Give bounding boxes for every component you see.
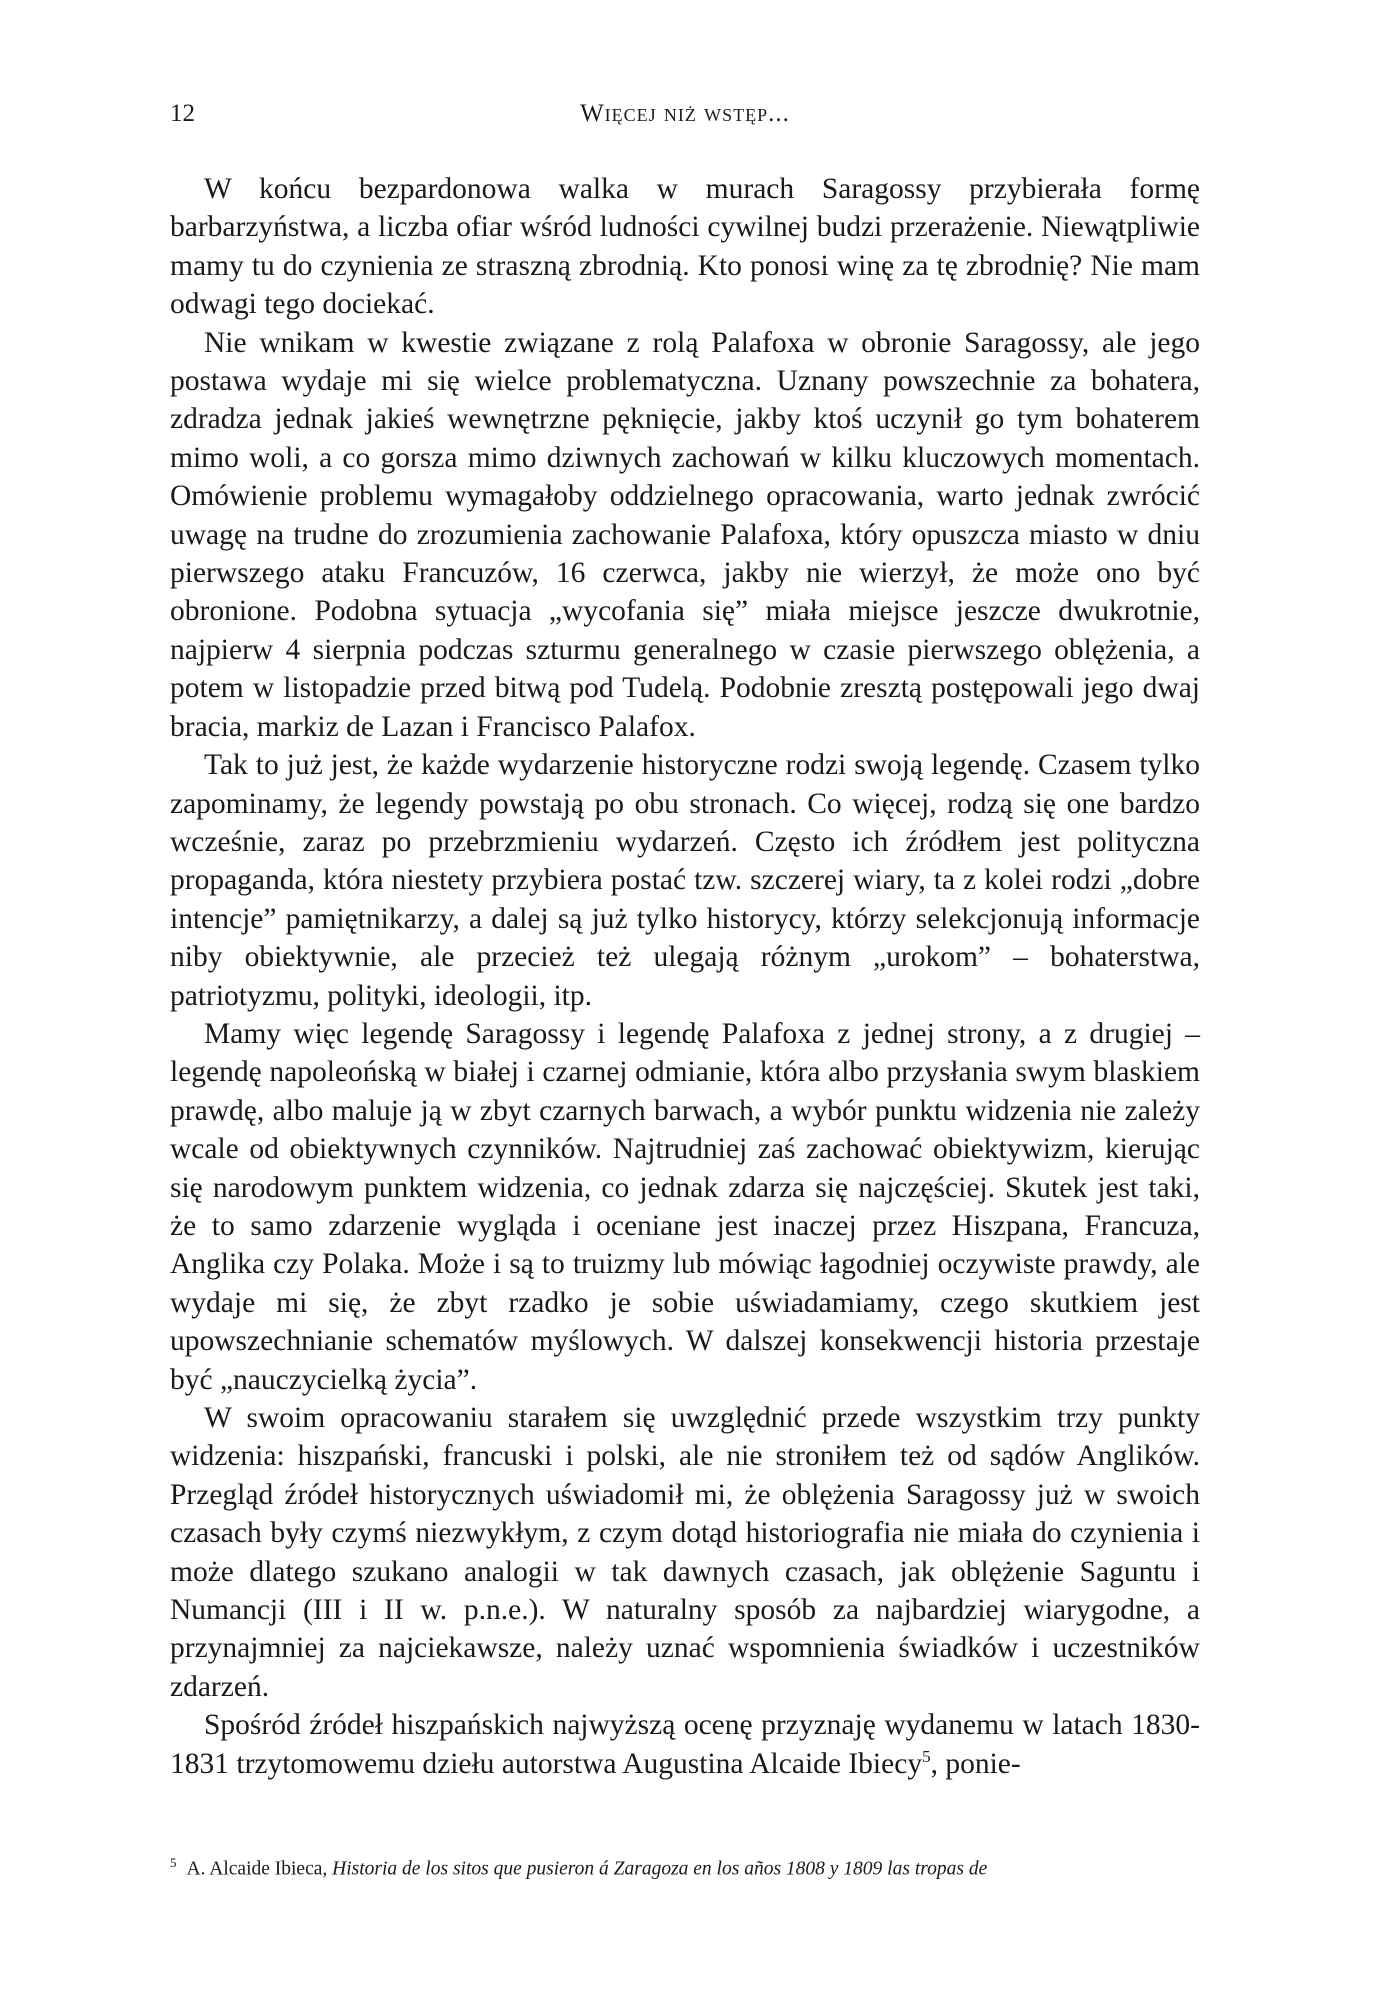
footnote-reference: 5 (922, 1746, 931, 1766)
running-title: Więcej niż wstęp... (580, 100, 790, 127)
paragraph-text-continued: , ponie- (930, 1747, 1021, 1780)
paragraph: Tak to już jest, że każde wydarzenie historyczne rodzi swoją legendę. Czasem tylko zapominamy, że legendy powstają po obu stronach. Co więcej, rodzą się one bardzo wcześnie, zaraz po przebrzmieniu wydarzeń. Często ich źródłem jest polityczna propaganda, która niestety przybiera postać tzw. szczerej wiary, ta z kolei rodzi „dobre intencje” pamiętnikarzy, a dalej są już tylko historycy, którzy selekcjonują informacje niby obiektywnie, ale przecież też ulegają różnym „urokom” – bohaterstwa, patriotyzmu, polityki, ideologii, itp. (170, 749, 1200, 1012)
footnote-title: Historia de los sitos que pusieron á Zaragoza en los años 1808 y 1809 las tropas de (332, 1858, 988, 1880)
paragraph: Nie wnikam w kwestie związane z rolą Palafoxa w obronie Saragossy, ale jego postawa wydaje mi się wielce problematyczna. Uznany powszechnie za bohatera, zdradza jednak jakieś wewnętrzne pęknięcie, jakby ktoś uczynił go tym bohaterem mimo woli, a co gorsza mimo dziwnych zachowań w kilku kluczowych momentach. Omówienie problemu wymagałoby oddzielnego opracowania, warto jednak zwrócić uwagę na trudne do zrozumienia zachowanie Palafoxa, który opuszcza miasto w dniu pierwszego ataku Francuzów, 16 czerwca, jakby nie wierzył, że może ono być obronione. Podobna sytuacja „wycofania się” miała miejsce jeszcze dwukrotnie, najpierw 4 sierpnia podczas szturmu generalnego w czasie pierwszego oblężenia, a potem w listopadzie przed bitwą pod Tudelą. Podobnie zresztą postępowali jego dwaj bracia, markiz de Lazan i Francisco Palafox. (170, 326, 1200, 743)
paragraph: Mamy więc legendę Saragossy i legendę Palafoxa z jednej strony, a z drugiej – legendę napoleońską w białej i czarnej odmianie, która albo przysłania swym blaskiem prawdę, albo maluje ją w zbyt czarnych barwach, a wybór punktu widzenia nie zależy wcale od obiektywnych czynników. Najtrudniej zaś zachować obiektywizm, kierując się narodowym punktem widzenia, co jednak zdarza się najczęściej. Skutek jest taki, że to samo zdarzenie wygląda i oceniane jest inaczej przez Hiszpana, Francuza, Anglika czy Polaka. Może i są to truizmy lub mówiąc łagodniej oczywiste prawdy, ale wydaje mi się, że zbyt rzadko je sobie uświadamiamy, czego skutkiem jest upowszechnianie schematów myślowych. W dalszej konsekwencji historia przestaje być „nauczycielką życia”. (170, 1017, 1200, 1396)
paragraph (170, 1706, 1200, 1783)
paragraph: W swoim opracowaniu starałem się uwzględnić przede wszystkim trzy punkty widzenia: hiszpański, francuski i polski, ale nie stroniłem też od sądów Anglików. Przegląd źródeł historycznych uświadomił mi, że oblężenia Saragossy już w swoich czasach były czymś niezwykłym, z czym dotąd historiografia nie miała do czynienia i może dlatego szukano analogii w tak dawnych czasach, jak oblężenie Saguntu i Numancji (III i II w. p.n.e.). W naturalny sposób za najbardziej wiarygodne, a przynajmniej za najciekawsze, należy uznać wspomnienia świadków i uczestników zdarzeń. (170, 1402, 1200, 1703)
footnote (170, 1850, 1200, 1883)
paragraph-text: Spośród źródeł hiszpańskich najwyższą ocenę przyznaję wydanemu w latach 1830-1831 trzytomowemu dziełu autorstwa Augustina Alcaide Ibiecy (170, 1709, 1200, 1780)
page-number: 12 (170, 100, 195, 127)
footnote-mark: 5 (170, 1855, 177, 1870)
running-head (170, 100, 1200, 140)
body-text (170, 170, 1200, 1783)
footnote-author: A. Alcaide Ibieca, (186, 1858, 328, 1880)
paragraph: W końcu bezpardonowa walka w murach Saragossy przybierała formę barbarzyństwa, a liczba ofiar wśród ludności cywilnej budzi przerażenie. Niewątpliwie mamy tu do czynienia ze straszną zbrodnią. Kto ponosi winę za tę zbrodnię? Nie mam odwagi tego dociekać. (170, 173, 1200, 321)
